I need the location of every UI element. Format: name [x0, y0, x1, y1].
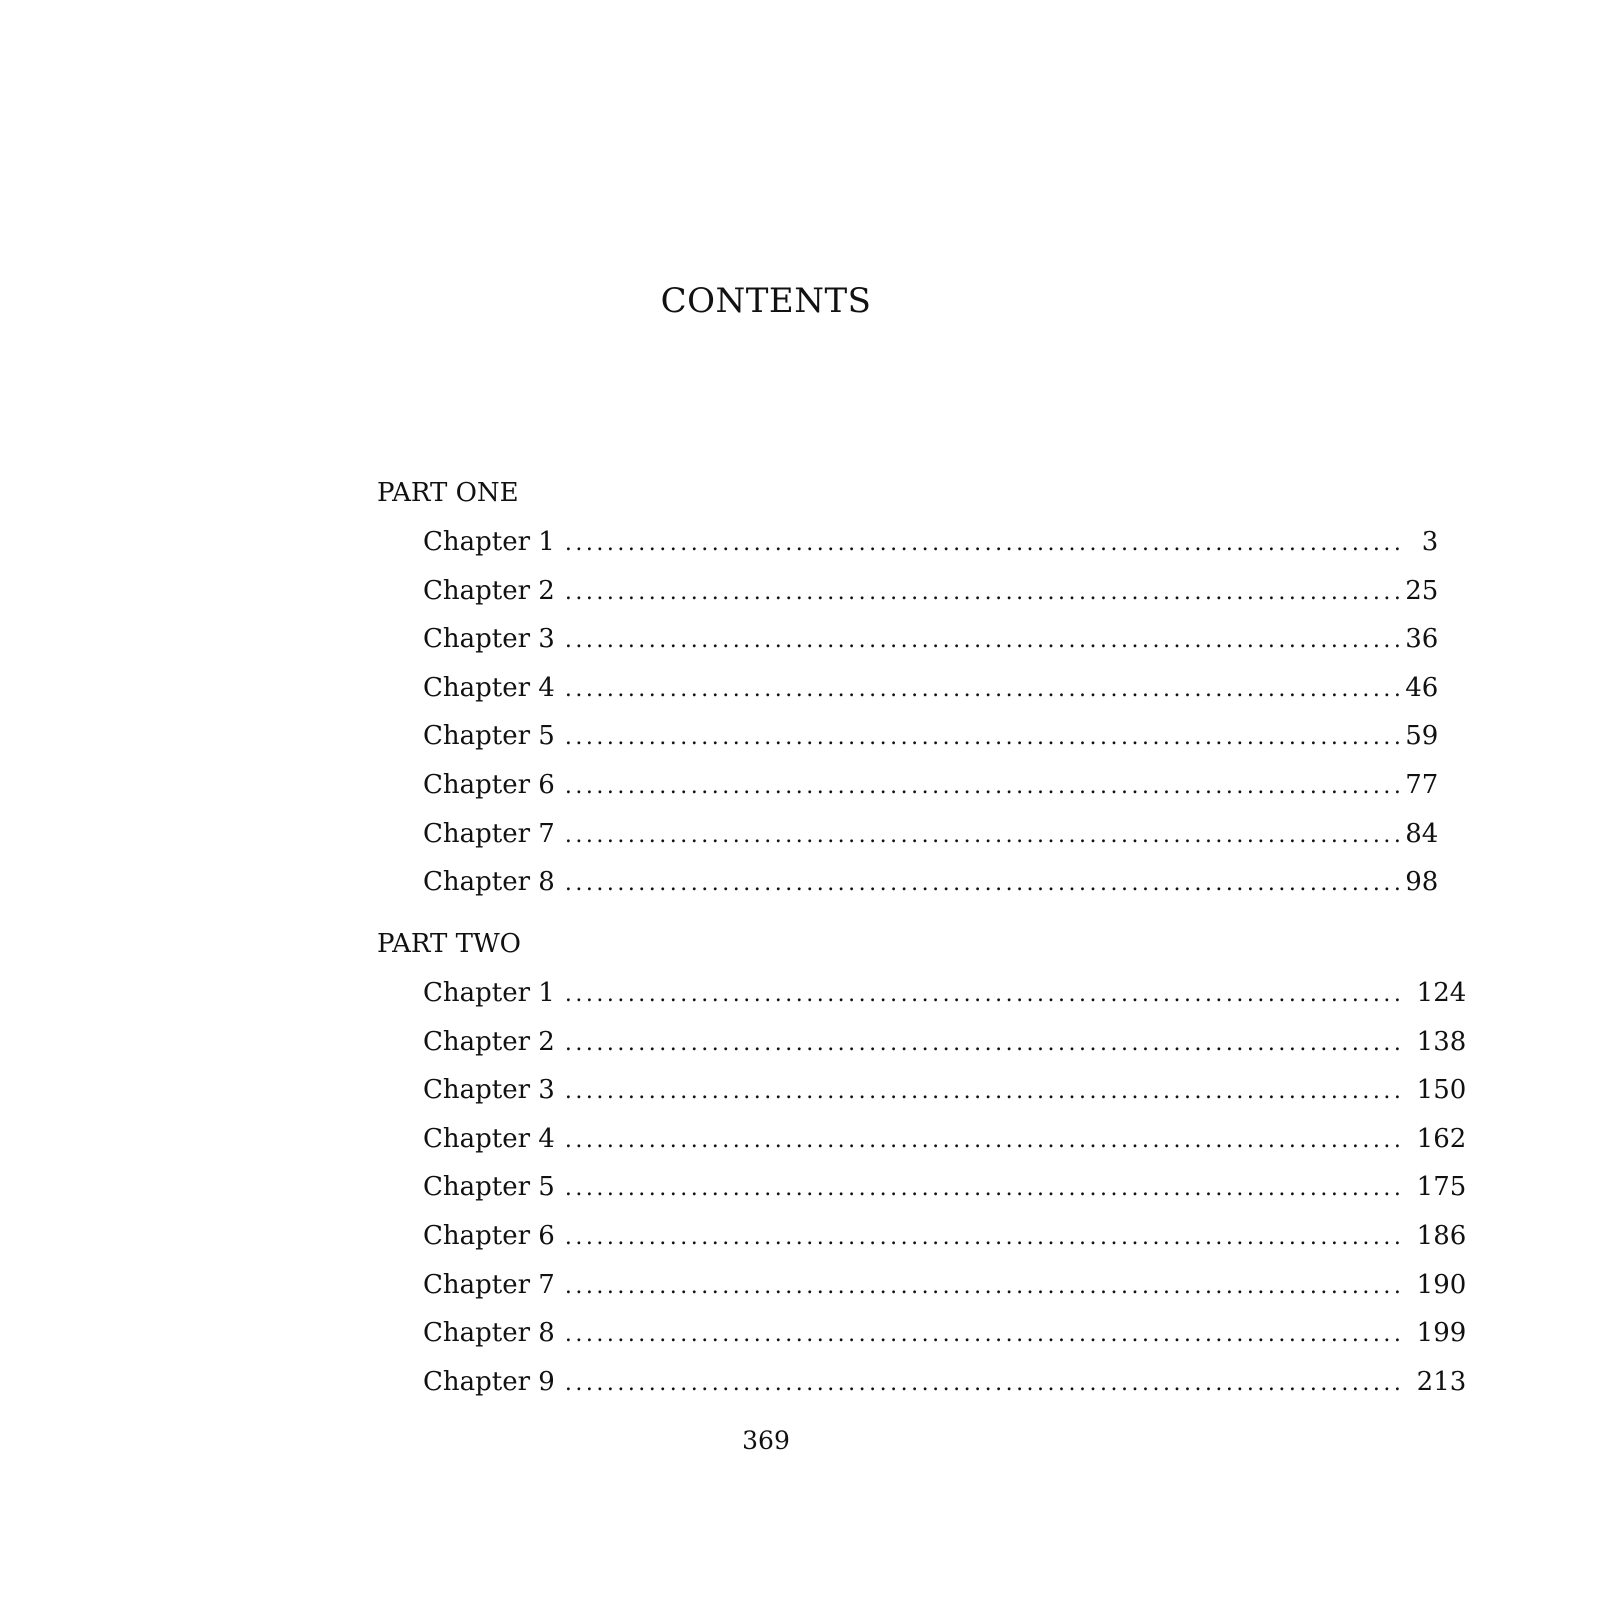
dot-leader: ................................................................................: [564, 1273, 1405, 1299]
chapter-page-number: 124: [1416, 978, 1467, 1008]
toc-entry[interactable]: [423, 518, 1439, 567]
chapter-page-number: 36: [1405, 624, 1439, 655]
toc-entry[interactable]: [423, 1163, 1467, 1212]
chapter-label: Chapter 9: [423, 1366, 555, 1397]
chapter-label: Chapter 2: [423, 1026, 555, 1057]
chapter-label: Chapter 3: [423, 624, 555, 655]
chapter-page-number: 138: [1416, 1026, 1467, 1057]
chapter-page-number: 186: [1416, 1220, 1467, 1251]
chapter-page-number: 199: [1416, 1318, 1467, 1349]
chapter-page-number: 98: [1405, 867, 1439, 898]
toc-entry[interactable]: [423, 1212, 1467, 1261]
part-one-heading: PART ONE: [377, 478, 519, 508]
chapter-label: Chapter 5: [423, 721, 555, 752]
chapter-label: Chapter 5: [423, 1172, 555, 1203]
dot-leader: ................................................................................: [564, 822, 1405, 848]
dot-leader: ................................................................................: [564, 725, 1405, 751]
chapter-page-number: 3: [1421, 527, 1439, 557]
chapter-label: Chapter 2: [423, 575, 555, 606]
dot-leader: ................................................................................: [564, 1322, 1405, 1348]
toc-entry[interactable]: [423, 1309, 1467, 1358]
toc-entry[interactable]: [423, 567, 1439, 616]
chapter-page-number: 59: [1405, 721, 1439, 752]
chapter-label: Chapter 4: [423, 1123, 555, 1154]
dot-leader: ................................................................................: [564, 1030, 1405, 1056]
dot-leader: ................................................................................: [564, 871, 1405, 897]
toc-entry[interactable]: [423, 664, 1439, 713]
toc-entry[interactable]: [423, 761, 1439, 810]
chapter-label: Chapter 7: [423, 818, 555, 849]
toc-entry[interactable]: [423, 969, 1467, 1018]
dot-leader: ................................................................................: [564, 531, 1405, 556]
dot-leader: ................................................................................: [564, 676, 1405, 702]
toc-entry[interactable]: [423, 1261, 1467, 1310]
page-number: 369: [742, 1426, 790, 1455]
chapter-page-number: 162: [1416, 1123, 1467, 1154]
chapter-page-number: 175: [1416, 1172, 1467, 1203]
chapter-label: Chapter 6: [423, 769, 555, 800]
chapter-label: Chapter 8: [423, 867, 555, 898]
dot-leader: ................................................................................: [564, 1127, 1405, 1153]
chapter-page-number: 190: [1416, 1269, 1467, 1300]
dot-leader: ................................................................................: [564, 1224, 1405, 1250]
toc-entry[interactable]: [423, 1358, 1467, 1407]
dot-leader: ................................................................................: [564, 1079, 1405, 1105]
part-two-chapter-list: [423, 969, 1467, 1406]
chapter-page-number: 84: [1405, 818, 1439, 849]
toc-entry[interactable]: [423, 1018, 1467, 1067]
chapter-label: Chapter 3: [423, 1075, 555, 1106]
toc-entry[interactable]: [423, 615, 1439, 664]
dot-leader: ................................................................................: [564, 579, 1405, 605]
dot-leader: ................................................................................: [564, 1176, 1405, 1202]
dot-leader: ................................................................................: [564, 982, 1405, 1007]
chapter-page-number: 46: [1405, 672, 1439, 703]
toc-entry[interactable]: [423, 1066, 1467, 1115]
chapter-label: Chapter 8: [423, 1318, 555, 1349]
part-one-chapter-list: [423, 518, 1439, 907]
dot-leader: ................................................................................: [564, 773, 1405, 799]
chapter-label: Chapter 1: [423, 527, 555, 557]
toc-entry[interactable]: [423, 858, 1439, 907]
toc-entry[interactable]: [423, 810, 1439, 859]
dot-leader: ................................................................................: [564, 628, 1405, 654]
part-two-heading: PART TWO: [377, 929, 521, 959]
chapter-label: Chapter 1: [423, 978, 555, 1008]
chapter-label: Chapter 4: [423, 672, 555, 703]
page-title: CONTENTS: [660, 281, 872, 321]
toc-entry[interactable]: [423, 1115, 1467, 1164]
dot-leader: ................................................................................: [564, 1370, 1405, 1396]
chapter-page-number: 150: [1416, 1075, 1467, 1106]
chapter-label: Chapter 7: [423, 1269, 555, 1300]
chapter-label: Chapter 6: [423, 1220, 555, 1251]
toc-entry[interactable]: [423, 712, 1439, 761]
chapter-page-number: 77: [1405, 769, 1439, 800]
chapter-page-number: 25: [1405, 575, 1439, 606]
chapter-page-number: 213: [1416, 1366, 1467, 1397]
